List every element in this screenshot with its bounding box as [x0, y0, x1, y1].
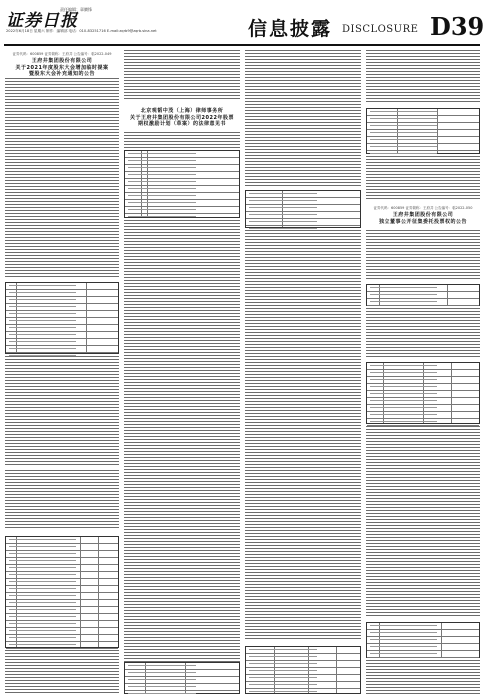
editor-line: 责任编辑：章腾锋: [60, 7, 92, 12]
body-text-block: [245, 230, 361, 640]
masthead: [0, 0, 484, 44]
newspaper-logo: 证券日报: [6, 11, 78, 31]
notice-title-line: 关于王府井集团股份有限公司2022年股票: [130, 114, 234, 121]
body-text-block: [5, 650, 119, 694]
dateline: 2022年6月18日 星期六 制作：编辑部 电话：010-83251716 E-mail:zqrb9@zqrb.sina.net: [6, 29, 157, 33]
body-text-block: [124, 132, 240, 148]
data-table: [124, 662, 240, 694]
body-text-block: [124, 50, 240, 100]
notice-title-line: 关于2021年度股东大会增加临时提案: [15, 64, 109, 71]
notice-header: [5, 52, 119, 78]
data-table: [5, 282, 119, 354]
body-text-block: [5, 356, 119, 466]
notice-header: [124, 108, 240, 128]
body-text-block: [124, 220, 240, 694]
definitions-table: [124, 150, 240, 218]
body-text-block: [366, 660, 480, 694]
section-title: 信息披露: [248, 18, 333, 40]
data-table: [366, 108, 480, 154]
notice-code: 证券代码：600859 证券简称：王府井 公告编号：临2022-050: [373, 206, 473, 210]
body-text-block: [5, 470, 119, 530]
notice-title-line: 期权激励计划（草案）的法律意见书: [137, 121, 226, 127]
body-text-block: [366, 426, 480, 616]
data-table: [245, 646, 361, 694]
notice-title-line: 北京观韬中茂（上海）律师事务所: [140, 108, 224, 114]
data-table: [366, 362, 480, 424]
body-text-block: [366, 230, 480, 280]
data-table: [366, 622, 480, 658]
body-text-block: [245, 50, 361, 186]
column-1: [5, 50, 119, 694]
body-text-block: [366, 156, 480, 200]
column-2: [124, 50, 240, 694]
page-number: D39: [430, 12, 484, 41]
column-3: [245, 50, 361, 694]
column-4: [366, 50, 480, 694]
masthead-rule: [4, 44, 480, 46]
notice-title-line: 独立董事公开征集委托投票权的公告: [378, 218, 467, 225]
body-text-block: [366, 308, 480, 358]
notice-title-line: 暨股东大会补充通知的公告: [28, 71, 95, 77]
data-table: [245, 190, 361, 228]
body-text-block: [366, 50, 480, 104]
data-table: [366, 284, 480, 306]
notice-code: 证券代码：600859 证券简称：王府井 公告编号：临2022-049: [12, 52, 112, 56]
section-title-en: DISCLOSURE: [342, 24, 419, 35]
body-text-block: [5, 78, 119, 278]
data-table: [5, 536, 119, 648]
notice-title-line: 王府井集团股份有限公司: [31, 58, 93, 64]
notice-title-line: 王府井集团股份有限公司: [392, 212, 454, 218]
notice-header: [366, 206, 480, 225]
